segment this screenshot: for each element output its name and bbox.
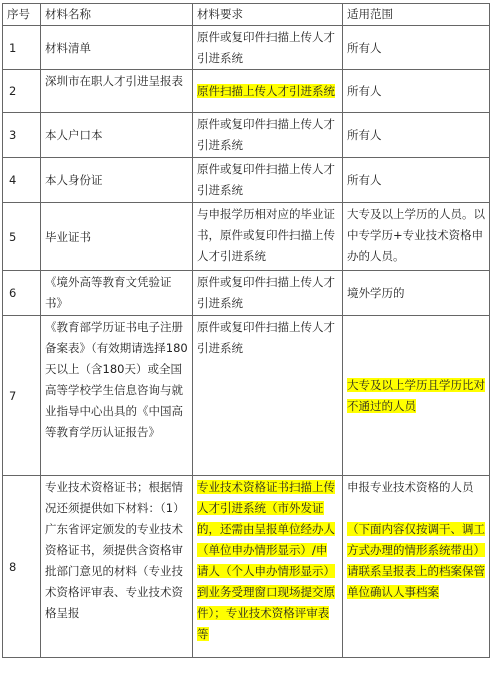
row-req: 原件或复印件扫描上传人才引进系统 <box>193 271 343 316</box>
row-no: 8 <box>3 476 41 658</box>
scope-intro: 申报专业技术资格的人员 <box>347 480 474 494</box>
header-scope: 适用范围 <box>343 4 490 26</box>
row-name: 深圳市在职人才引进呈报表 <box>41 70 193 113</box>
header-name: 材料名称 <box>41 4 193 26</box>
highlighted-text: 大专及以上学历且学历比对不通过的人员 <box>347 378 485 413</box>
table-row <box>3 26 490 70</box>
row-req: 原件或复印件扫描上传人才引进系统 <box>193 316 343 476</box>
row-scope: 大专及以上学历的人员。以中专学历+专业技术资格申办的人员。 <box>343 203 490 271</box>
table-row <box>3 476 490 658</box>
highlighted-text: （下面内容仅按调干、调工方式办理的情形系统带出）请联系呈报表上的档案保管单位确认人事档案 <box>347 522 485 599</box>
row-no: 3 <box>3 113 41 158</box>
row-scope: 境外学历的 <box>343 271 490 316</box>
row-req: 原件或复印件扫描上传人才引进系统 <box>193 158 343 203</box>
row-name: 本人身份证 <box>41 158 193 203</box>
row-req: 原件或复印件扫描上传人才引进系统 <box>193 26 343 70</box>
row-scope <box>343 316 490 476</box>
row-scope: 所有人 <box>343 26 490 70</box>
row-name: 毕业证书 <box>41 203 193 271</box>
row-no: 2 <box>3 70 41 113</box>
header-req: 材料要求 <box>193 4 343 26</box>
table-row <box>3 158 490 203</box>
row-name: 材料清单 <box>41 26 193 70</box>
row-req <box>193 70 343 113</box>
row-name: 专业技术资格证书；根据情况还须提供如下材料：（1）广东省评定颁发的专业技术资格证书，须提供含资格审批部门意见的材料（专业技术资格评审表、专业技术资格呈报 <box>41 476 193 658</box>
highlighted-text: 专业技术资格证书扫描上传人才引进系统（市外发证的，还需由呈报单位经办人（单位申办情形显示）/申请人（个人申办情形显示）到业务受理窗口现场提交原件）；专业技术资格评审表等 <box>197 480 335 641</box>
table-row <box>3 271 490 316</box>
row-name: 《境外高等教育文凭验证书》 <box>41 271 193 316</box>
row-scope: 所有人 <box>343 158 490 203</box>
row-no: 4 <box>3 158 41 203</box>
table-row <box>3 316 490 476</box>
row-req: 与申报学历相对应的毕业证书，原件或复印件扫描上传人才引进系统 <box>193 203 343 271</box>
row-req <box>193 476 343 658</box>
row-scope: 所有人 <box>343 70 490 113</box>
highlighted-text: 原件扫描上传人才引进系统 <box>197 84 335 98</box>
header-no: 序号 <box>3 4 41 26</box>
table-row <box>3 203 490 271</box>
materials-table <box>2 3 490 658</box>
row-req: 原件或复印件扫描上传人才引进系统 <box>193 113 343 158</box>
row-no: 7 <box>3 316 41 476</box>
table-row <box>3 113 490 158</box>
header-row <box>3 4 490 26</box>
row-name: 《教育部学历证书电子注册备案表》（有效期请选择180天以上（含180天）或全国高等学校学生信息咨询与就业指导中心出具的《中国高等教育学历认证报告》 <box>41 316 193 476</box>
row-name: 本人户口本 <box>41 113 193 158</box>
row-scope: 所有人 <box>343 113 490 158</box>
row-no: 6 <box>3 271 41 316</box>
row-no: 5 <box>3 203 41 271</box>
row-no: 1 <box>3 26 41 70</box>
table-row <box>3 70 490 113</box>
row-scope <box>343 476 490 658</box>
